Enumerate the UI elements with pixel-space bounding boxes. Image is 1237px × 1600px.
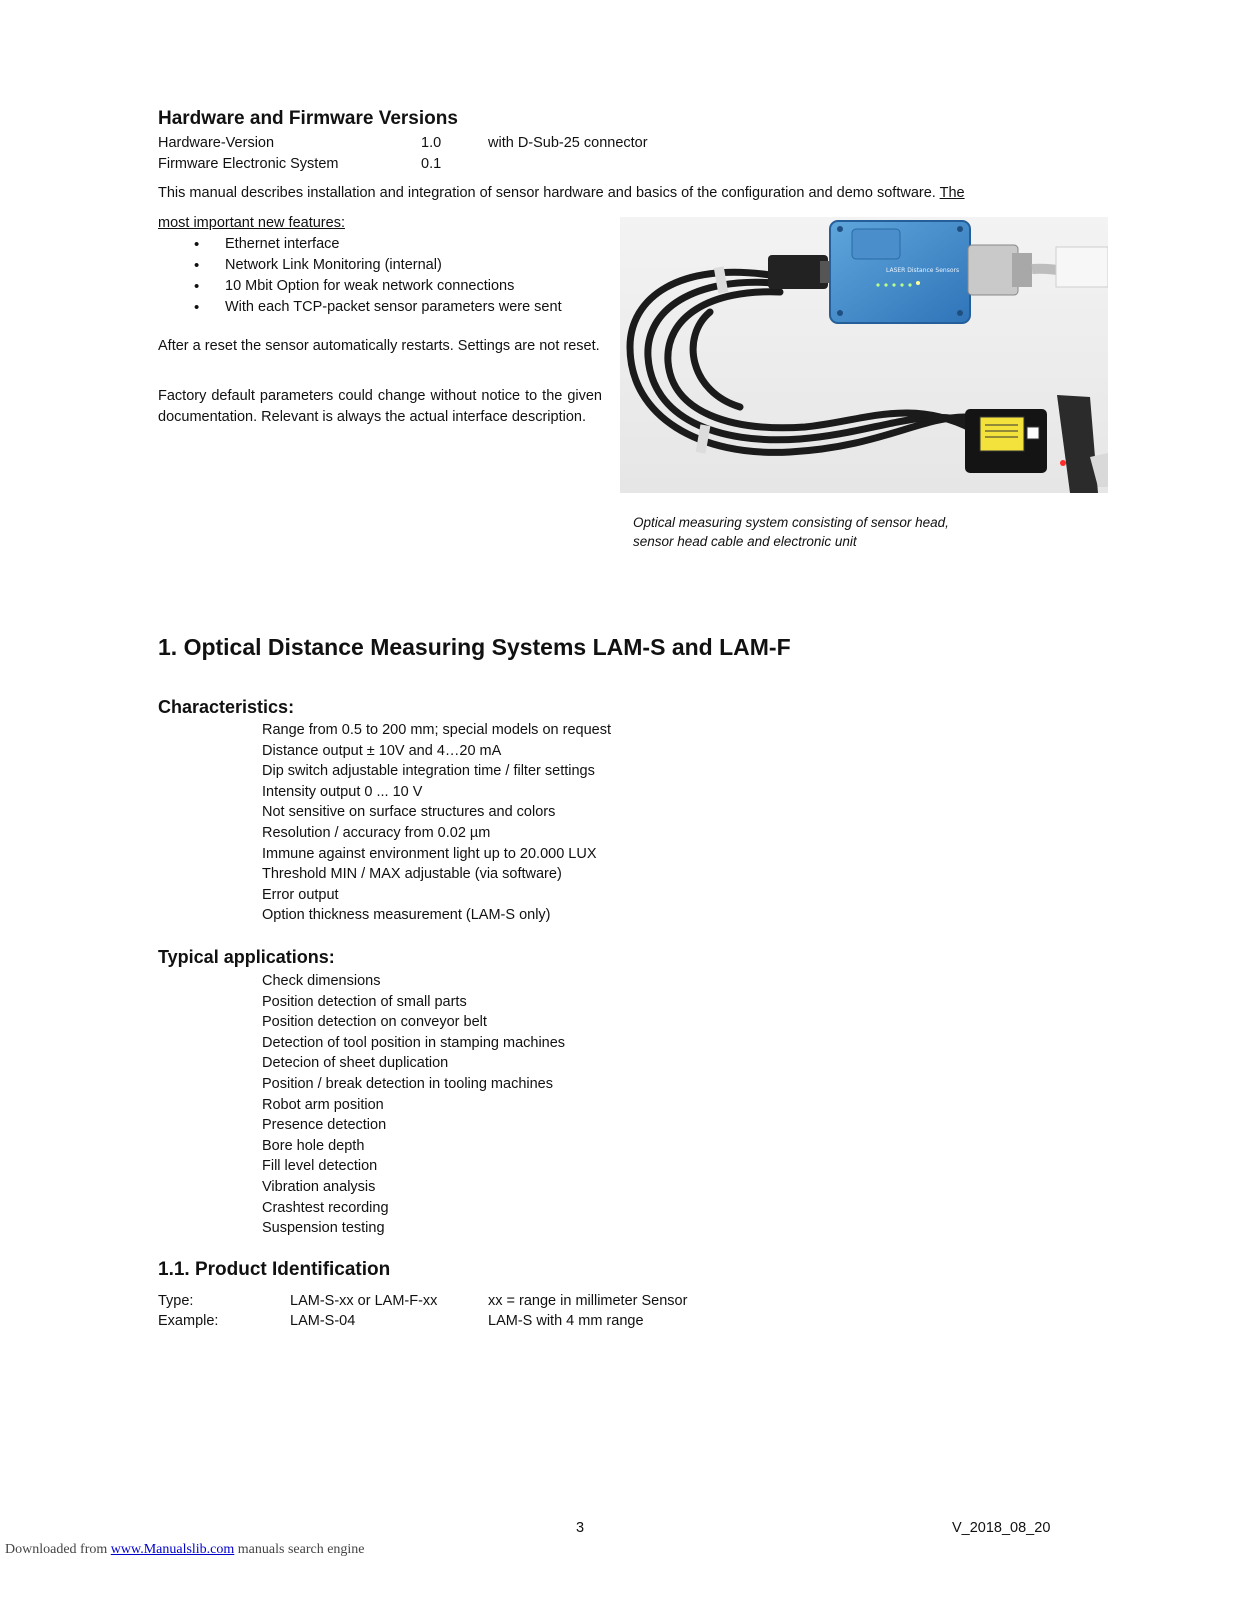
list-item: Robot arm position [262, 1096, 384, 1113]
list-item: Dip switch adjustable integration time / filter settings [262, 763, 595, 780]
list-item: Position detection of small parts [262, 993, 467, 1010]
list-item: Resolution / accuracy from 0.02 µm [262, 824, 491, 841]
list-item: Detection of tool position in stamping machines [262, 1034, 566, 1051]
intro-sentence: This manual describes installation and integration of sensor hardware and basics of the configuration and demo software. [158, 185, 936, 201]
type-note: xx = range in millimeter Sensor [488, 1293, 688, 1309]
versions-heading: Hardware and Firmware Versions [158, 108, 458, 129]
list-item: Check dimensions [262, 973, 381, 989]
example-label: Example: [158, 1313, 219, 1329]
firmware-version-label: Firmware Electronic System [158, 156, 339, 172]
list-item: Crashtest recording [262, 1199, 389, 1216]
factory-note: Factory default parameters could change without notice to the given documentation. Relevant is always the actual interface description. [158, 388, 602, 425]
example-note: LAM-S with 4 mm range [488, 1313, 644, 1329]
list-item: Intensity output 0 ... 10 V [262, 783, 423, 800]
list-item: Detecion of sheet duplication [262, 1055, 449, 1072]
list-item: Position detection on conveyor belt [262, 1014, 487, 1031]
characteristics-list [262, 720, 611, 926]
list-item: Suspension testing [262, 1220, 385, 1237]
list-item: • With each TCP-packet sensor parameters were sent [158, 297, 598, 318]
example-value: LAM-S-04 [290, 1313, 356, 1329]
download-suffix: manuals search engine [237, 1542, 365, 1557]
download-prefix: Downloaded from [5, 1542, 108, 1557]
version-stamp: V_2018_08_20 [952, 1520, 1051, 1536]
device-label: LASER Distance Sensors [886, 267, 960, 274]
reset-note: After a reset the sensor automatically restarts. Settings are not reset. [158, 338, 600, 354]
features-intro-b: most important new features: [158, 215, 345, 231]
product-id-heading: 1.1. Product Identification [158, 1259, 391, 1280]
list-item: • Network Link Monitoring (internal) [158, 255, 598, 276]
intro-sentence-line [158, 183, 965, 204]
list-item: Fill level detection [262, 1158, 378, 1175]
hardware-version-note: with D-Sub-25 connector [488, 135, 648, 151]
list-item: Option thickness measurement (LAM-S only) [262, 907, 551, 924]
list-item: Immune against environment light up to 20.000 LUX [262, 845, 597, 862]
manualslib-link[interactable]: www.Manualslib.com [110, 1542, 235, 1557]
features-intro-a: The [939, 185, 965, 201]
list-item: • Ethernet interface [158, 234, 598, 255]
firmware-version-value: 0.1 [421, 156, 442, 172]
applications-heading: Typical applications: [158, 947, 335, 967]
list-item: Vibration analysis [262, 1178, 376, 1195]
list-item: Presence detection [262, 1117, 387, 1134]
figure-caption-line1: Optical measuring system consisting of sensor head, [633, 515, 949, 530]
list-item: Threshold MIN / MAX adjustable (via software) [262, 866, 562, 883]
page-number: 3 [576, 1520, 585, 1536]
list-item: • 10 Mbit Option for weak network connections [158, 276, 598, 297]
list-item: Error output [262, 886, 339, 903]
type-label: Type: [158, 1293, 194, 1309]
section1-title: 1. Optical Distance Measuring Systems LAM-S and LAM-F [158, 634, 791, 660]
applications-list [262, 971, 565, 1239]
product-photo [620, 217, 1108, 493]
characteristics-heading: Characteristics: [158, 697, 295, 717]
hardware-version-value: 1.0 [421, 135, 442, 151]
type-value: LAM-S-xx or LAM-F-xx [290, 1293, 438, 1309]
list-item: Range from 0.5 to 200 mm; special models on request [262, 722, 611, 738]
download-footer [5, 1542, 365, 1558]
figure-caption-line2: sensor head cable and electronic unit [633, 534, 857, 549]
list-item: Distance output ± 10V and 4…20 mA [262, 742, 502, 759]
list-item: Not sensitive on surface structures and colors [262, 804, 556, 821]
list-item: Bore hole depth [262, 1137, 365, 1154]
features-list [158, 234, 598, 318]
hardware-version-label: Hardware-Version [158, 135, 275, 151]
list-item: Position / break detection in tooling machines [262, 1075, 553, 1092]
product-photo-drawing [620, 217, 1108, 493]
